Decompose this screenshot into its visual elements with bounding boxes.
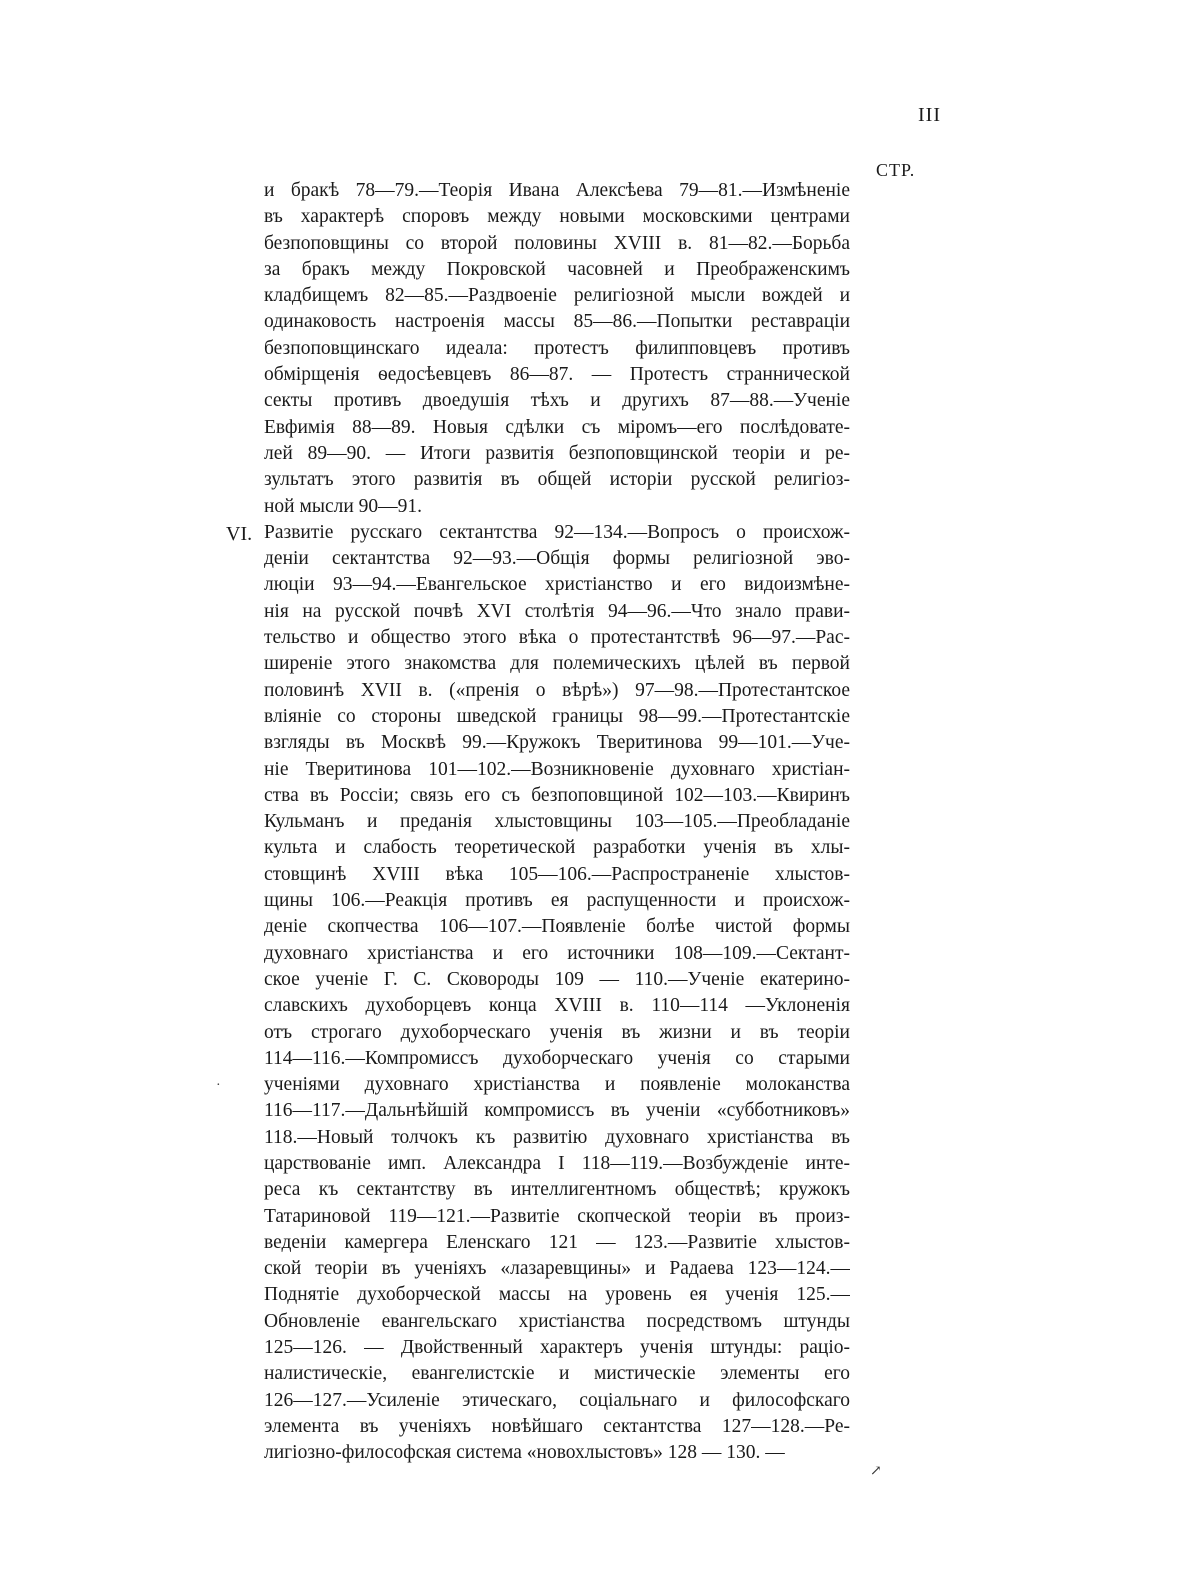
text-line: 114—116.—Компромиссъ духоборческаго ученія со старыми xyxy=(264,1047,850,1069)
text-line: Кульманъ и преданія хлыстовщины 103—105.—Преобладаніе xyxy=(264,811,850,833)
text-line: ства въ Россіи; связь его съ безпоповщиной 102—103.—Квиринъ xyxy=(264,784,850,806)
text-line: отъ строгаго духоборческаго ученія въ жизни и въ теоріи xyxy=(264,1021,850,1043)
text-line: нія на русской почвѣ XVI столѣтія 94—96.—Что знало прави- xyxy=(264,600,850,622)
text-line: царствованіе имп. Александра I 118—119.—Возбужденіе инте- xyxy=(264,1152,850,1174)
text-line: ніе Тверитинова 101—102.—Возникновеніе духовнаго христіан- xyxy=(264,758,850,780)
page-column-label: СТР. xyxy=(876,160,916,180)
text-line: 118.—Новый толчокъ къ развитію духовнаго христіанства въ xyxy=(264,1126,850,1148)
print-speck-mark: ↗ xyxy=(870,1464,882,1479)
text-line: элемента въ ученіяхъ новѣйшаго сектантства 127—128.—Ре- xyxy=(264,1415,850,1437)
text-line: веденіи камергера Еленскаго 121 — 123.—Развитіе хлыстов- xyxy=(264,1231,850,1253)
text-line: ученіями духовнаго христіанства и появленіе молоканства xyxy=(264,1074,850,1096)
text-line: культа и слабость теоретической разработки ученія въ хлы- xyxy=(264,837,850,859)
text-line: ской теоріи въ ученіяхъ «лазаревщины» и Радаева 123—124.— xyxy=(264,1258,850,1280)
text-line: обмірщенія ѳедосѣевцевъ 86—87. — Протестъ страннической xyxy=(264,364,850,386)
text-line: кладбищемъ 82—85.—Раздвоеніе религіозной мысли вождей и xyxy=(264,285,850,307)
text-line: духовнаго христіанства и его источники 108—109.—Сектант- xyxy=(264,942,850,964)
text-line: люціи 93—94.—Евангельское христіанство и его видоизмѣне- xyxy=(264,574,850,596)
text-line: лигіозно-философская система «новохлыстовъ» 128 — 130. — xyxy=(264,1442,785,1464)
text-line: Татариновой 119—121.—Развитіе скопческой теоріи въ произ- xyxy=(264,1205,850,1227)
text-line: ширеніе этого знакомства для полемическихъ цѣлей въ первой xyxy=(264,653,850,675)
text-line: Поднятіе духоборческой массы на уровень ея ученія 125.— xyxy=(264,1284,850,1306)
text-line: Евфимія 88—89. Новыя сдѣлки съ міромъ—его послѣдовате- xyxy=(264,416,850,438)
text-line: 126—127.—Усиленіе этическаго, соціальнаго и философскаго xyxy=(264,1389,850,1411)
text-line: зультатъ этого развитія въ общей исторіи русской религіоз- xyxy=(264,469,850,491)
text-line: вліяніе со стороны шведской границы 98—99.—Протестантскіе xyxy=(264,705,850,727)
text-line: за бракъ между Покровской часовней и Преображенскимъ xyxy=(264,258,850,280)
section-title-line: Развитіе русскаго сектантства 92—134.—Вопросъ о происхож- xyxy=(264,521,850,543)
text-line: реса къ сектантству въ интеллигентномъ обществѣ; кружокъ xyxy=(264,1179,850,1201)
text-line: 125—126. — Двойственный характеръ ученія штунды: раціо- xyxy=(264,1337,850,1359)
text-line: 116—117.—Дальнѣйшій компромиссъ въ ученіи «субботниковъ» xyxy=(264,1100,850,1122)
text-line: славскихъ духоборцевъ конца XVIII в. 110—114 —Уклоненія xyxy=(264,995,850,1017)
text-line: взгляды въ Москвѣ 99.—Кружокъ Тверитинова 99—101.—Уче- xyxy=(264,732,850,754)
text-line: безпоповщины со второй половины XVIII в. 81—82.—Борьба xyxy=(264,232,850,254)
text-line: ское ученіе Г. С. Сковороды 109 — 110.—Ученіе екатерино- xyxy=(264,968,850,990)
text-line: секты противъ двоедушія тѣхъ и другихъ 87—88.—Ученіе xyxy=(264,390,850,412)
text-line: тельство и общество этого вѣка о протестантствѣ 96—97.—Рас- xyxy=(264,627,850,649)
table-of-contents-text xyxy=(264,178,850,1467)
text-line: въ характерѣ споровъ между новыми московскими центрами xyxy=(264,206,850,228)
text-line: безпоповщинскаго идеала: протестъ филипповцевъ противъ xyxy=(264,337,850,359)
print-speck-mark: · xyxy=(216,1078,221,1093)
text-line: ной мысли 90—91. xyxy=(264,495,423,517)
text-line: и бракѣ 78—79.—Теорія Ивана Алексѣева 79—81.—Измѣненіе xyxy=(264,180,850,201)
text-line: Обновленіе евангельскаго христіанства посредствомъ штунды xyxy=(264,1310,850,1332)
text-line: половинѣ XVII в. («пренія о вѣрѣ») 97—98.—Протестантское xyxy=(264,679,850,701)
text-line: стовщинѣ XVIII вѣка 105—106.—Распространеніе хлыстов- xyxy=(264,863,850,885)
text-line: деніе скопчества 106—107.—Появленіе болѣе чистой формы xyxy=(264,916,850,938)
section-number-vi: VI. xyxy=(226,523,253,545)
text-line: лей 89—90. — Итоги развитія безпоповщинской теоріи и ре- xyxy=(264,442,850,464)
text-line: одинаковость настроенія массы 85—86.—Попытки реставраціи xyxy=(264,311,850,333)
text-line: деніи сектантства 92—93.—Общія формы религіозной эво- xyxy=(264,548,850,570)
text-line: налистическіе, евангелистскіе и мистическіе элементы его xyxy=(264,1363,850,1385)
page-number: III xyxy=(918,104,941,126)
text-line: щины 106.—Реакція противъ ея распущенности и происхож- xyxy=(264,890,850,912)
